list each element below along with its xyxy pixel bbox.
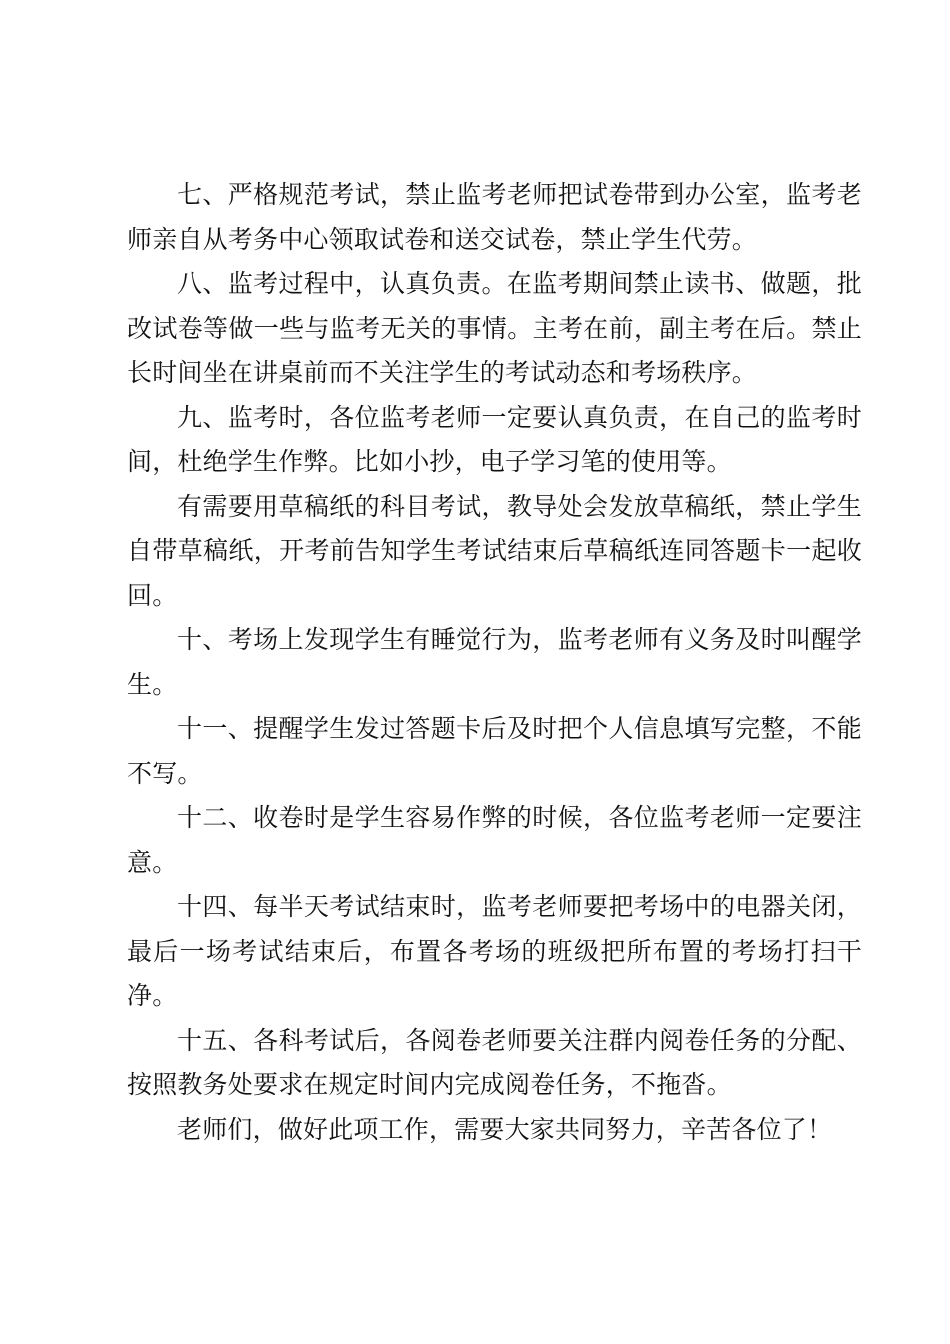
paragraph-12: 十二、收卷时是学生容易作弊的时候，各位监考老师一定要注意。	[127, 803, 862, 877]
paragraph-8: 八、监考过程中，认真负责。在监考期间禁止读书、做题，批改试卷等做一些与监考无关的事情。主考在前，副主考在后。禁止长时间坐在讲桌前而不关注学生的考试动态和考场秩序。	[127, 269, 862, 387]
paragraph-10: 十、考场上发现学生有睡觉行为，监考老师有义务及时叫醒学生。	[127, 625, 862, 699]
paragraph-11: 十一、提醒学生发过答题卡后及时把个人信息填写完整，不能不写。	[127, 714, 862, 788]
paragraph-14: 十四、每半天考试结束时，监考老师要把考场中的电器关闭，最后一场考试结束后，布置各考场的班级把所布置的考场打扫干净。	[127, 892, 862, 1010]
paragraph-15: 十五、各科考试后，各阅卷老师要关注群内阅卷任务的分配、按照教务处要求在规定时间内完成阅卷任务，不拖沓。	[127, 1025, 862, 1099]
paragraph-scratch-paper: 有需要用草稿纸的科目考试，教导处会发放草稿纸，禁止学生自带草稿纸，开考前告知学生考试结束后草稿纸连同答题卡一起收回。	[127, 491, 862, 610]
paragraph-7: 七、严格规范考试，禁止监考老师把试卷带到办公室，监考老师亲自从考务中心领取试卷和送交试卷，禁止学生代劳。	[127, 180, 862, 254]
paragraph-closing: 老师们，做好此项工作，需要大家共同努力，辛苦各位了！	[177, 1114, 833, 1144]
paragraph-9: 九、监考时，各位监考老师一定要认真负责，在自己的监考时间，杜绝学生作弊。比如小抄，电子学习笔的使用等。	[127, 402, 862, 476]
document-body	[127, 173, 862, 1152]
